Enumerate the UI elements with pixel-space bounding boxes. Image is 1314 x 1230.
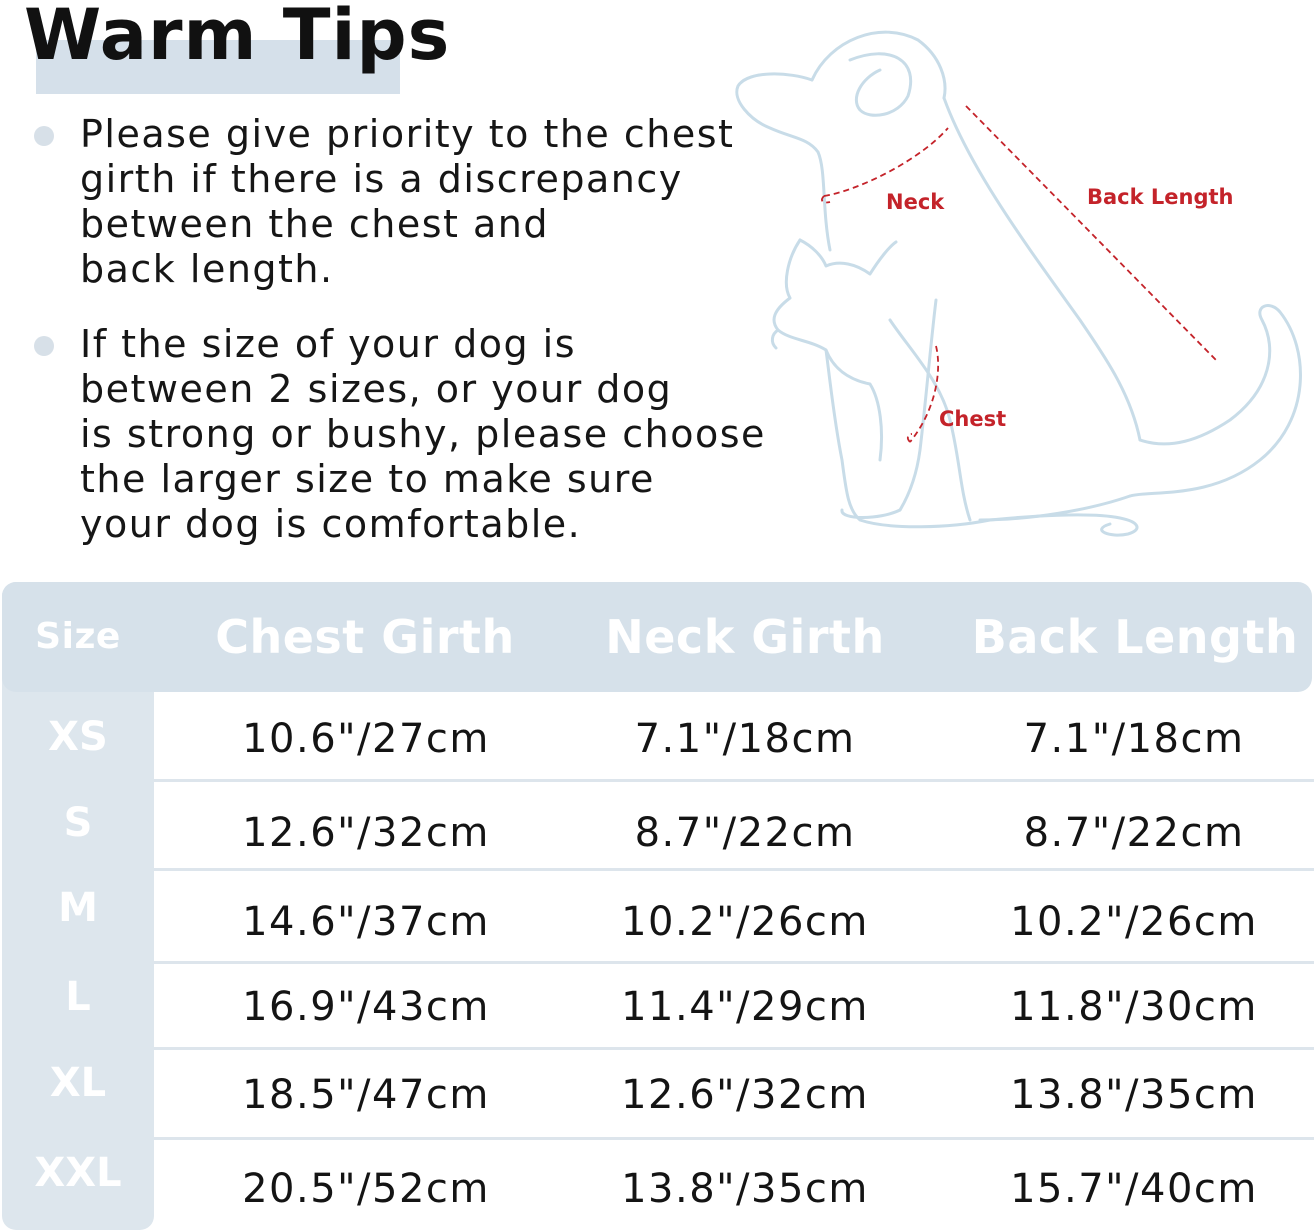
- back-cell: 8.7"/22cm: [1023, 810, 1245, 856]
- bullet-icon: [34, 336, 54, 356]
- neck-cell: 12.6"/32cm: [621, 1072, 869, 1118]
- neck-cell: 7.1"/18cm: [634, 716, 856, 762]
- size-label: XS: [48, 714, 108, 760]
- size-label: M: [58, 885, 98, 931]
- row-divider: [154, 961, 1314, 964]
- bullet-icon: [34, 126, 54, 146]
- back-length-label: Back Length: [1087, 185, 1234, 209]
- size-chart-table: [0, 582, 1314, 1230]
- row-divider: [154, 779, 1314, 782]
- chest-cell: 16.9"/43cm: [242, 984, 490, 1030]
- chest-cell: 10.6"/27cm: [242, 716, 490, 762]
- header-back-length: Back Length: [971, 610, 1299, 664]
- tip-text: If the size of your dog is between 2 sizes, or your dog is strong or bushy, please choose the larger size to make sure your dog is comfortable.: [80, 322, 766, 546]
- tips-list: [30, 112, 770, 577]
- chest-cell: 18.5"/47cm: [242, 1072, 490, 1118]
- dog-cat-outline-icon: [730, 20, 1314, 550]
- neck-cell: 8.7"/22cm: [634, 810, 856, 856]
- back-cell: 11.8"/30cm: [1010, 984, 1258, 1030]
- chest-cell: 12.6"/32cm: [242, 810, 490, 856]
- header-chest-girth: Chest Girth: [215, 610, 515, 664]
- neck-cell: 11.4"/29cm: [621, 984, 869, 1030]
- chest-cell: 20.5"/52cm: [242, 1166, 490, 1212]
- tip-text: Please give priority to the chest girth if there is a discrepancy between the chest and back length.: [80, 112, 735, 291]
- back-cell: 7.1"/18cm: [1023, 716, 1245, 762]
- back-cell: 10.2"/26cm: [1010, 899, 1258, 945]
- neck-cell: 10.2"/26cm: [621, 899, 869, 945]
- page-title: Warm Tips: [24, 0, 451, 76]
- header-size: Size: [35, 616, 121, 657]
- size-label: S: [63, 800, 93, 846]
- tip-item: [30, 112, 770, 292]
- size-label: XXL: [34, 1150, 122, 1196]
- row-divider: [154, 868, 1314, 871]
- row-divider: [154, 1137, 1314, 1140]
- size-label: XL: [49, 1060, 107, 1106]
- header-neck-girth: Neck Girth: [605, 610, 885, 664]
- chest-label: Chest: [939, 407, 1007, 431]
- back-cell: 15.7"/40cm: [1010, 1166, 1258, 1212]
- row-divider: [154, 1047, 1314, 1050]
- back-cell: 13.8"/35cm: [1010, 1072, 1258, 1118]
- neck-label: Neck: [886, 190, 945, 214]
- neck-cell: 13.8"/35cm: [621, 1166, 869, 1212]
- title-block: [24, 0, 451, 76]
- size-label: L: [65, 974, 91, 1020]
- tip-item: [30, 322, 770, 547]
- chest-cell: 14.6"/37cm: [242, 899, 490, 945]
- measurement-diagram: [730, 20, 1314, 550]
